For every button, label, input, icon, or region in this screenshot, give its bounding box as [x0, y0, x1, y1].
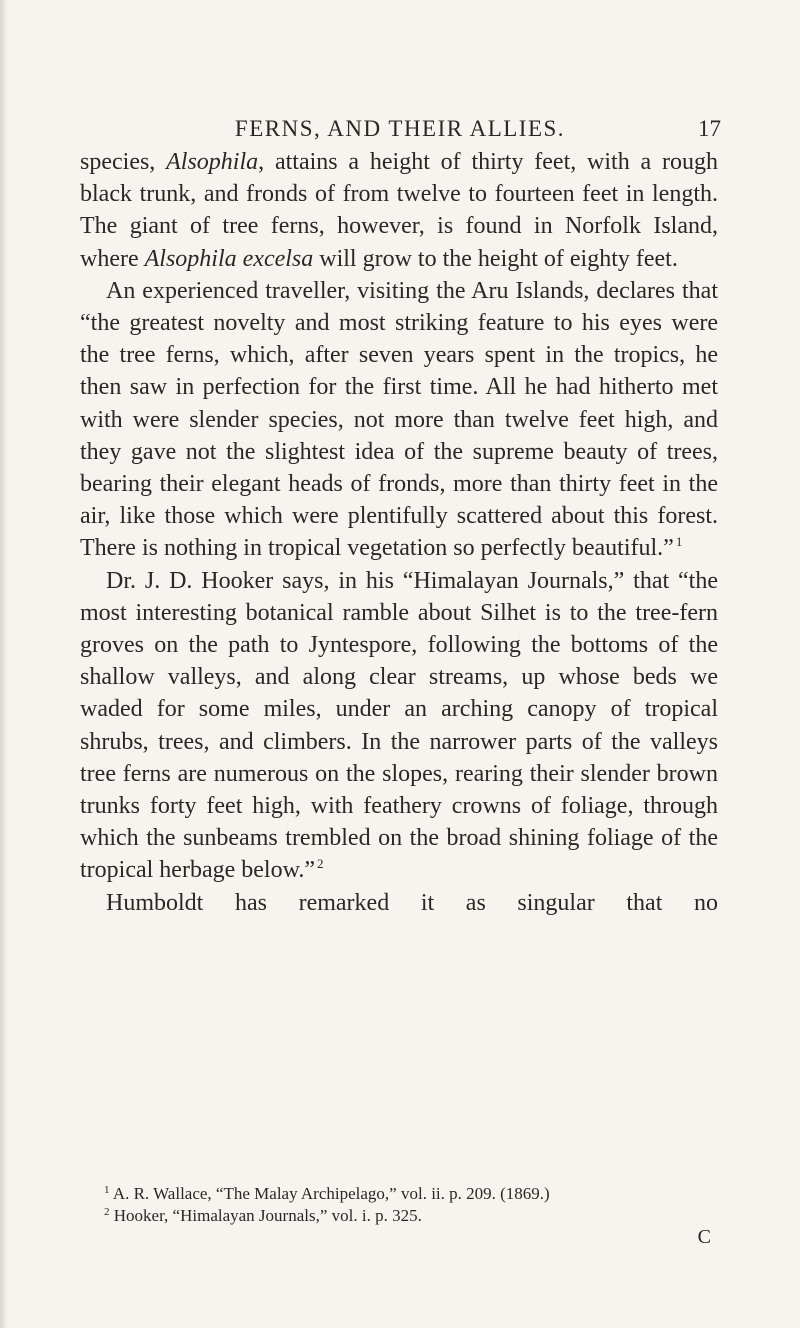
- footnote-2: [80, 1205, 718, 1227]
- page-number: 17: [698, 116, 721, 141]
- paragraph-3: [80, 565, 718, 887]
- footnote-1-text: A. R. Wallace, “The Malay Archipelago,” vol. ii. p. 209. (1869.): [112, 1184, 550, 1203]
- footnotes: [80, 1183, 718, 1227]
- paragraph-1: [80, 146, 718, 275]
- footnote-2-text: Hooker, “Himalayan Journals,” vol. i. p. 325.: [113, 1206, 422, 1225]
- signature-mark: C: [697, 1226, 711, 1248]
- footnote-1: [80, 1183, 718, 1205]
- paragraph-2-text: An experienced traveller, visiting the Aru Islands, declares that “the greatest novelty and most striking feature to his eyes were the tree ferns, which, after seven years spent in the tropics, he then saw in perfection for the first time. All he had hitherto met with were slender species, not more than twelve feet high, and they gave not the slightest idea of the supreme beauty of trees, bearing their elegant heads of fronds, more than thirty feet in the air, like those which were plentifully scattered about this forest. There is nothing in tropical vegetation so perfectly beautiful.”: [80, 277, 718, 562]
- species-name-alsophila-excelsa: Alsophila excelsa: [144, 245, 314, 272]
- page-edge-shadow: [0, 0, 8, 1328]
- paragraph-4: [80, 887, 718, 919]
- footnote-ref-2: 2: [317, 856, 324, 872]
- paragraph-3-text: Dr. J. D. Hooker says, in his “Himalayan Journals,” that “the most interesting botanical ramble about Silhet is to the tree-fern groves on the path to Jyntespore, following the bottoms of the shallow valleys, and along clear streams, up whose beds we waded for some miles, under an arching canopy of tropical shrubs, trees, and climbers. In the narrower parts of the valleys tree ferns are numerous on the slopes, rearing their slender brown trunks forty feet high, with feathery crowns of foliage, through which the sunbeams trembled on the broad shining foliage of the tropical herbage below.”: [80, 567, 718, 884]
- footnote-mark-1: 1: [104, 1184, 110, 1196]
- footnote-ref-1: 1: [675, 534, 683, 550]
- running-head: FERNS, AND THEIR ALLIES.: [234, 116, 566, 141]
- page-header: [0, 112, 800, 142]
- paragraph-1-text-b: , attains a height of thirty feet, with a rough black trunk, and fronds of from twelve to fourteen feet in length. The giant of tree ferns, however, is found in Norfolk Island, where: [80, 149, 718, 272]
- body-text: [80, 146, 718, 919]
- paragraph-4-text: Humboldt has remarked it as singular that no: [106, 889, 718, 916]
- footnote-mark-2: 2: [104, 1206, 110, 1218]
- paragraph-1-text-c: will grow to the height of eighty feet.: [313, 245, 678, 272]
- paragraph-2: [80, 275, 718, 565]
- paragraph-1-text-a: species,: [80, 149, 167, 175]
- species-name-alsophila: Alsophila: [166, 149, 259, 175]
